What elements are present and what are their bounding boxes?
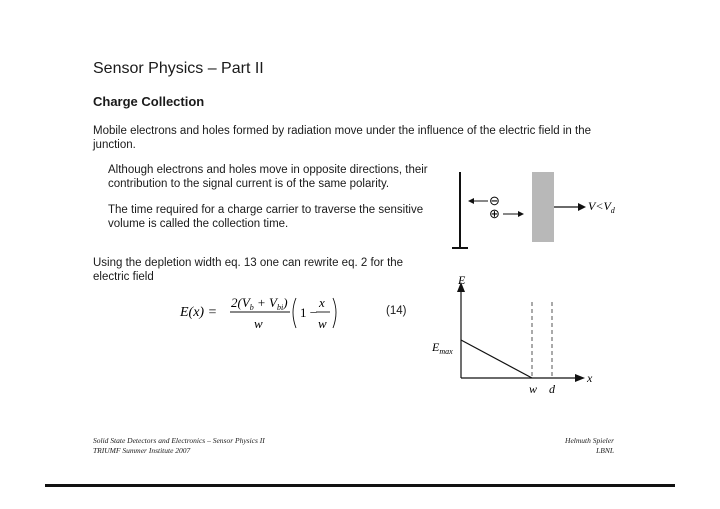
voltage-label: V< (588, 199, 604, 213)
equation-plus: + V (253, 295, 277, 310)
footer-left (93, 436, 265, 456)
electron-icon: ⊖ (489, 193, 500, 208)
footer-course: Solid State Detectors and Electronics – Sensor Physics II (93, 436, 265, 445)
electron-arrow-head (468, 198, 474, 204)
equation-denominator: w (254, 316, 263, 331)
equation-frac-x: x (319, 295, 325, 310)
footer-right (565, 436, 614, 456)
graph-emax-sub: max (439, 347, 453, 356)
graph-x-label: x (587, 371, 593, 385)
equation-lhs: E(x) = (180, 305, 218, 320)
voltage-V: V (603, 199, 611, 213)
graph-emax-label: E (432, 340, 440, 354)
equation-left-paren (293, 298, 296, 328)
field-profile-line (461, 340, 532, 378)
equation-right-paren (333, 298, 336, 328)
bottom-divider (45, 484, 675, 487)
equation-frac-w: w (318, 316, 327, 331)
field-graph (425, 268, 615, 398)
graph-w-label: w (529, 382, 538, 396)
depletion-paragraph: Using the depletion width eq. 13 one can rewrite eq. 2 for the electric field (93, 257, 404, 283)
svg-text:V<Vd (588, 199, 616, 215)
polarity-paragraph: Although electrons and holes move in opposite directions, their contribution to the signal current is of the same polarity. (108, 164, 428, 190)
equation-14 (178, 290, 348, 336)
equation-sub-b: b (249, 303, 254, 312)
footer-event: TRIUMF Summer Institute 2007 (93, 446, 191, 455)
intro-paragraph: Mobile electrons and holes formed by radiation move under the influence of the electric field in the junction. (93, 125, 591, 151)
equation-numerator: 2(V (231, 295, 250, 310)
slide-title: Sensor Physics – Part II (93, 60, 264, 77)
svg-text:2(Vb + Vbi) (231, 295, 288, 312)
junction-diagram (440, 160, 630, 260)
section-heading: Charge Collection (93, 94, 205, 109)
graph-d-label: d (549, 382, 555, 396)
equation-sub-bi: bi (277, 303, 284, 312)
hole-arrow-head (518, 211, 524, 217)
footer-author: Helmuth Spieler (565, 436, 614, 445)
right-electrode (532, 172, 554, 242)
graph-y-label: E (458, 273, 466, 287)
svg-text:Emax (431, 340, 453, 356)
equation-one-minus: 1 − (300, 305, 318, 320)
collection-time-paragraph: The time required for a charge carrier to traverse the sensitive volume is called the collection time. (108, 204, 424, 230)
equation-number: (14) (386, 305, 407, 317)
voltage-arrow-head (578, 203, 586, 211)
equation-close: ) (283, 295, 288, 310)
footer-institution: LBNL (596, 446, 614, 455)
graph-x-arrow-head (575, 374, 585, 382)
voltage-sub-d: d (610, 206, 615, 215)
hole-icon: ⊕ (489, 206, 500, 221)
